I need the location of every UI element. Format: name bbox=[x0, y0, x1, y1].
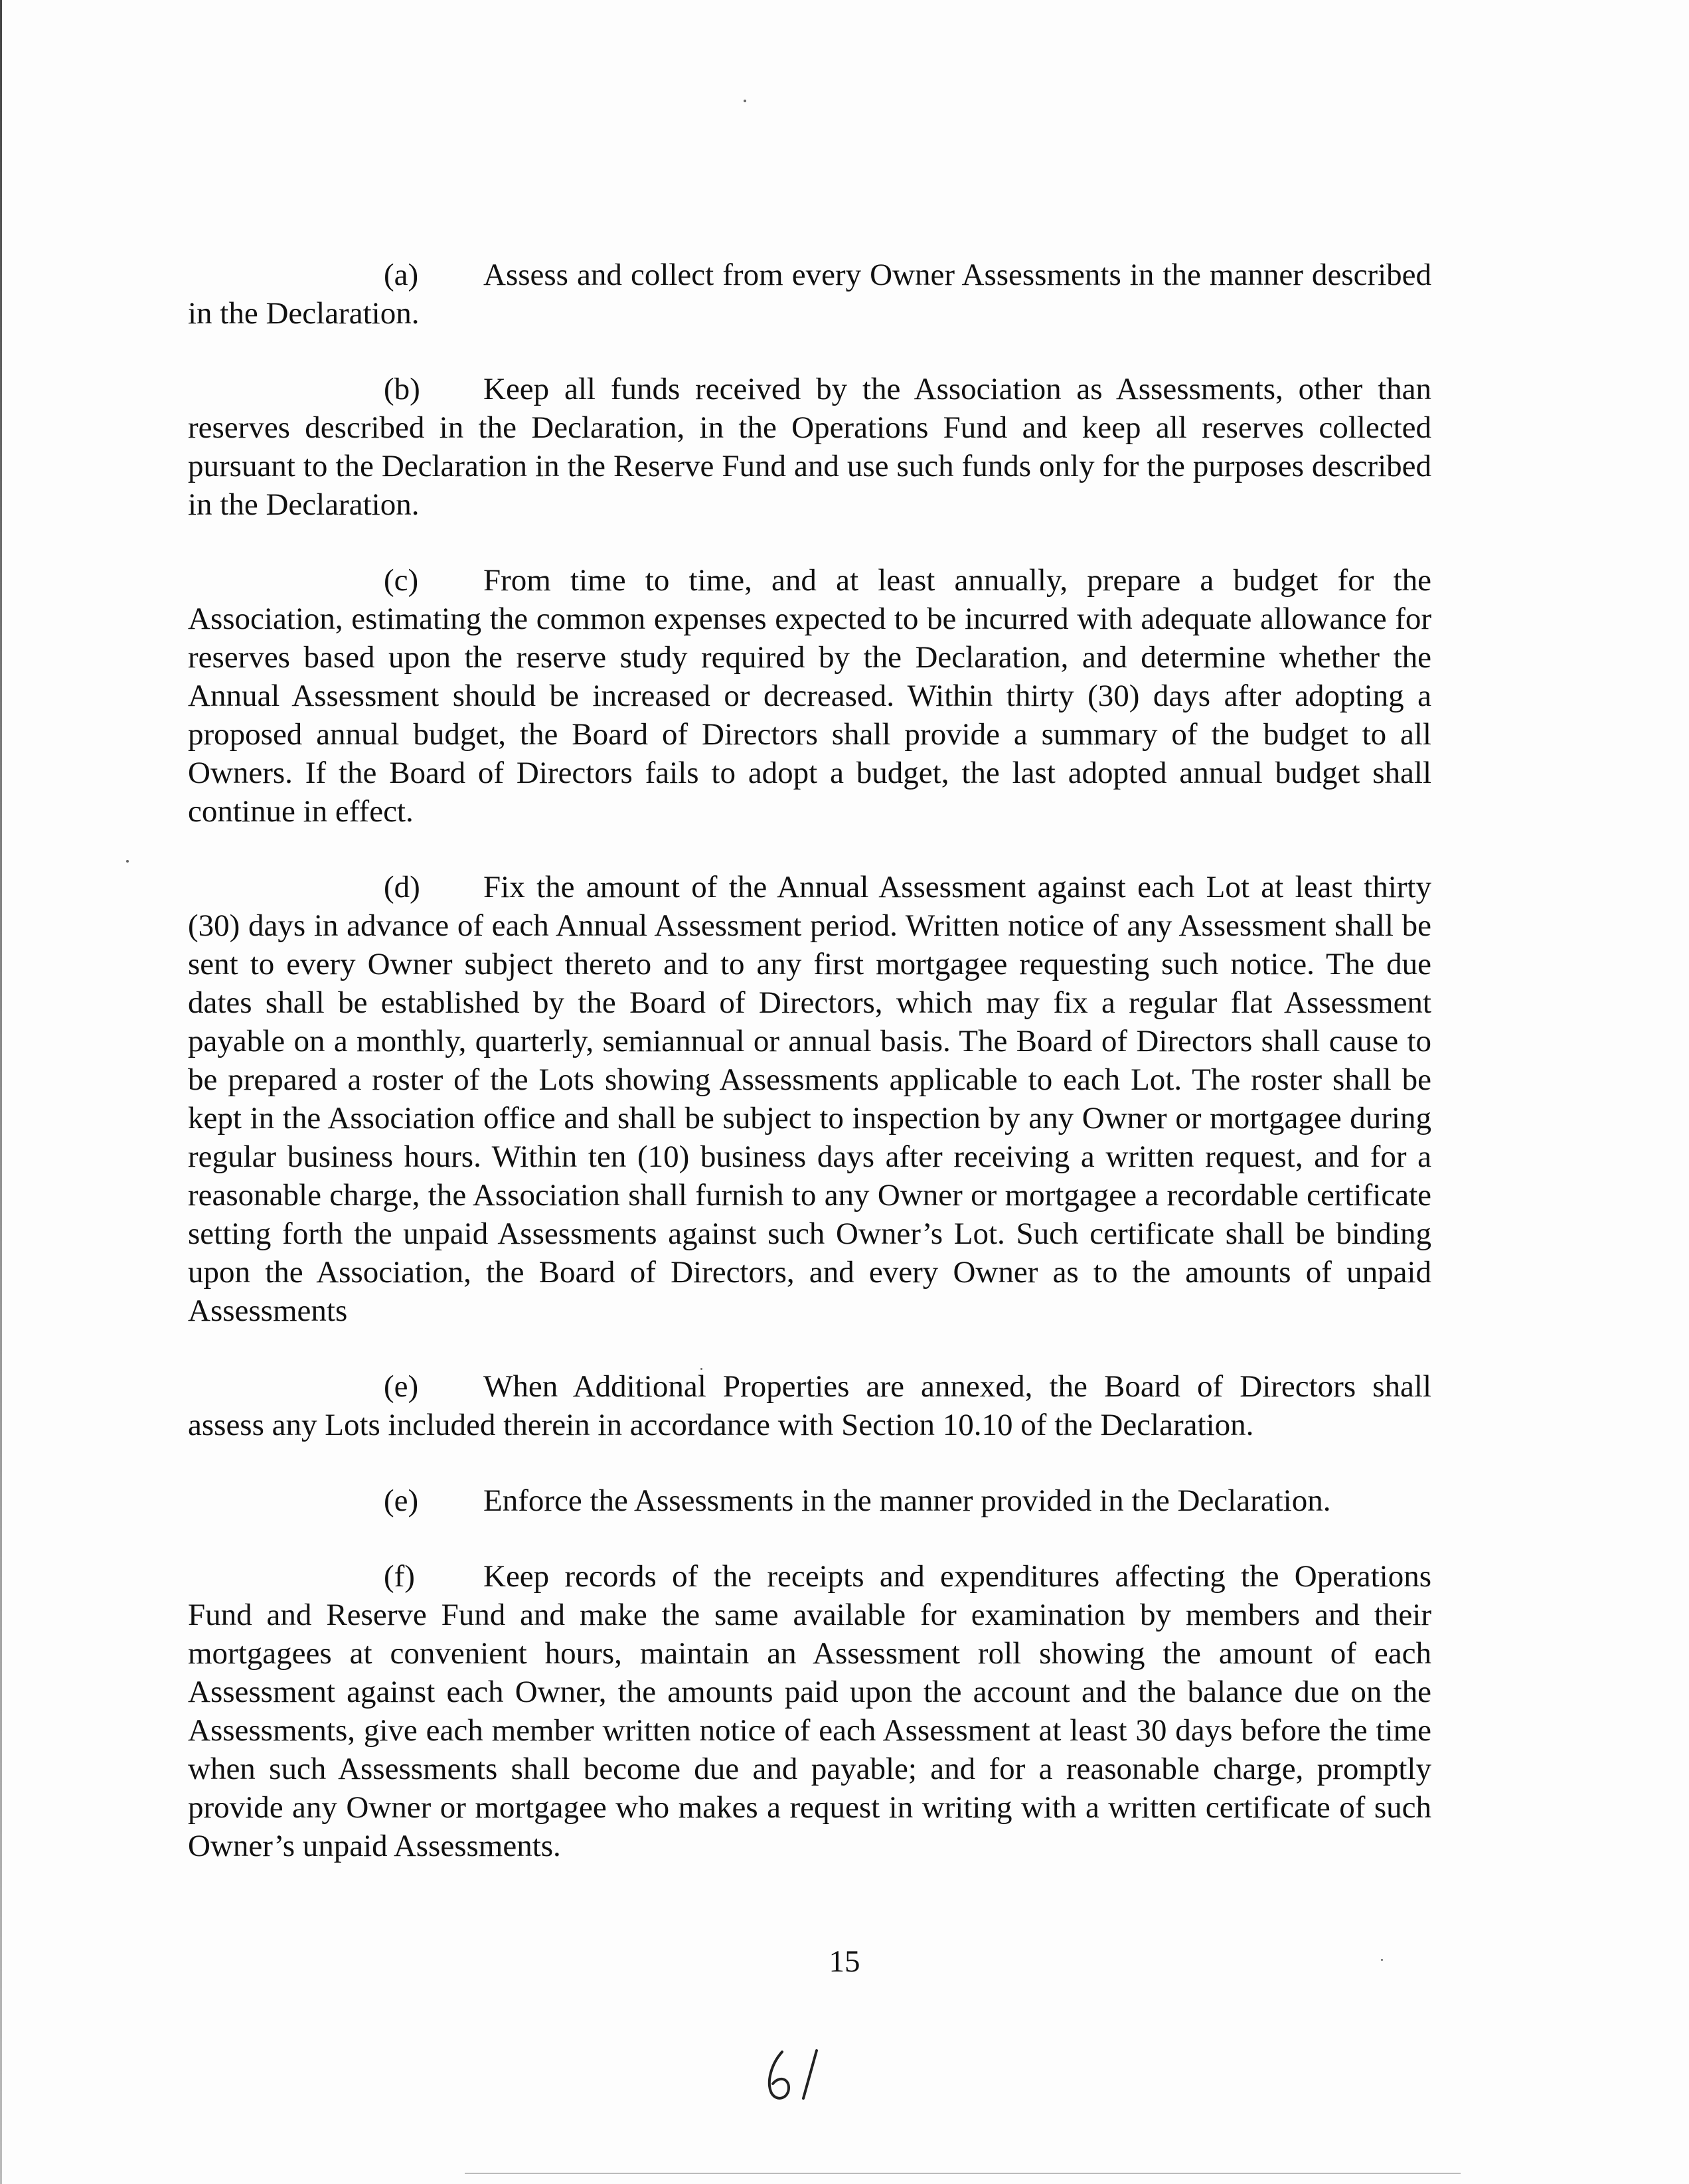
paragraph-text: From time to time, and at least annually, prepare a budget for the Association, estimating the common expenses expected to be incurred with adequate allowance for reserves based upon the reserve study required by the Declaration, and determine whether the Annual Assessment should be increased or decreased. Within thirty (30) days after adopting a proposed annual budget, the Board of Directors shall provide a summary of the budget to all Owners. If the Board of Directors fails to adopt a budget, the last adopted annual budget shall continue in effect. bbox=[188, 563, 1431, 829]
document-body bbox=[188, 256, 1431, 1865]
paragraph-text: Assess and collect from every Owner Assessments in the manner described in the Declaration. bbox=[188, 258, 1431, 331]
paragraph-label: (e) bbox=[384, 1369, 419, 1404]
scan-speck bbox=[744, 100, 746, 102]
page-number: 15 bbox=[829, 1944, 860, 1979]
scan-speck bbox=[126, 860, 129, 863]
paragraph-text: Enforce the Assessments in the manner provided in the Declaration. bbox=[483, 1483, 1331, 1518]
paragraph-d bbox=[188, 868, 1431, 1330]
paragraph-text: Fix the amount of the Annual Assessment against each Lot at least thirty (30) days in advance of each Annual Assessment period. Written notice of any Assessment shall be sent to every Owner subject thereto and to any first mortgagee requesting such notice. The due dates shall be established by the Board of Directors, which may fix a regular flat Assessment payable on a monthly, quarterly, semiannual or annual basis. The Board of Directors shall cause to be prepared a roster of the Lots showing Assessments applicable to each Lot. The roster shall be kept in the Association office and shall be subject to inspection by any Owner or mortgagee during regular business hours. Within ten (10) business days after receiving a written request, and for a reasonable charge, the Association shall furnish to any Owner or mortgagee a recordable certificate setting forth the unpaid Assessments against such Owner’s Lot. Such certificate shall be binding upon the Association, the Board of Directors, and every Owner as to the amounts of unpaid Assessments bbox=[188, 870, 1431, 1328]
handwritten-page-number bbox=[762, 2045, 835, 2105]
paragraph-text: Keep records of the receipts and expenditures affecting the Operations Fund and Reserve Fund and make the same available for examination by members and their mortgagees at convenient hours, maintain an Assessment roll showing the amount of each Assessment against each Owner, the amounts paid upon the account and the balance due on the Assessments, give each member written notice of each Assessment at least 30 days before the time when such Assessments shall become due and payable; and for a reasonable charge, promptly provide any Owner or mortgagee who makes a request in writing with a written certificate of such Owner’s unpaid Assessments. bbox=[188, 1559, 1431, 1863]
scan-left-edge bbox=[0, 0, 2, 2184]
scan-bottom-edge bbox=[465, 2173, 1461, 2174]
paragraph-label: (e) bbox=[384, 1483, 419, 1518]
paragraph-a bbox=[188, 256, 1431, 333]
paragraph-label: (c) bbox=[384, 563, 419, 598]
paragraph-label: (a) bbox=[384, 258, 419, 292]
paragraph-label: (f) bbox=[384, 1559, 415, 1594]
paragraph-text: Keep all funds received by the Association as Assessments, other than reserves described in the Declaration, in the Operations Fund and keep all reserves collected pursuant to the Declaration in the Reserve Fund and use such funds only for the purposes described in the Declaration. bbox=[188, 372, 1431, 522]
paragraph-label: (d) bbox=[384, 870, 420, 904]
paragraph-f bbox=[188, 1557, 1431, 1865]
paragraph-b bbox=[188, 370, 1431, 524]
paragraph-e-enforce bbox=[188, 1481, 1431, 1520]
paragraph-e-annexation bbox=[188, 1367, 1431, 1444]
paragraph-text: When Additional Properties are annexed, the Board of Directors shall assess any Lots included therein in accordance with Section 10.10 of the Declaration. bbox=[188, 1369, 1431, 1442]
paragraph-label: (b) bbox=[384, 372, 420, 406]
paragraph-c bbox=[188, 561, 1431, 831]
